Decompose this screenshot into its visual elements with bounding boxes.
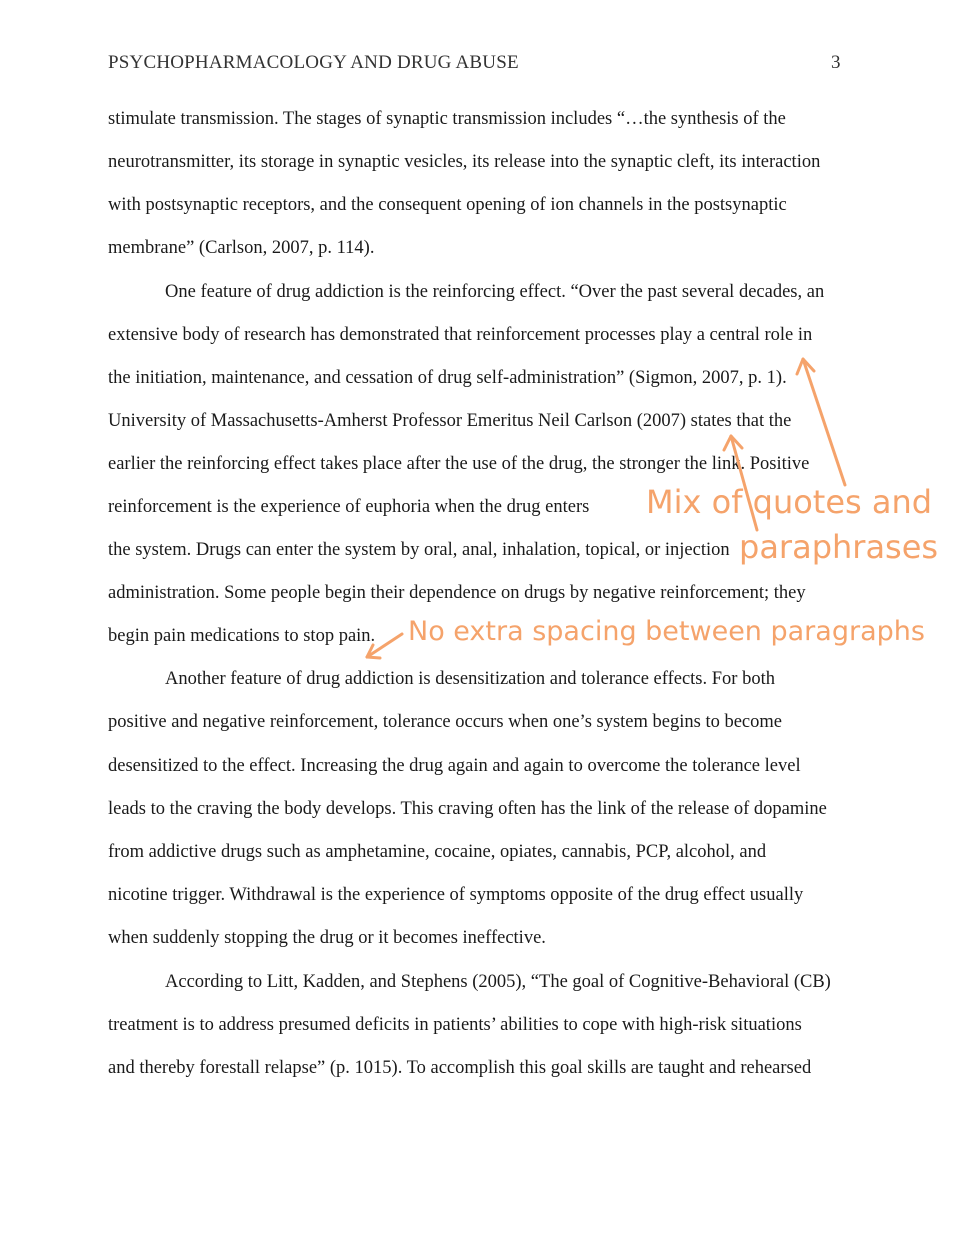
body-line: from addictive drugs such as amphetamine, cocaine, opiates, cannabis, PCP, alcohol, and <box>108 842 767 862</box>
body-line: begin pain medications to stop pain. <box>108 626 376 646</box>
body-line: earlier the reinforcing effect takes place after the use of the drug, the stronger the link. Positive <box>108 454 810 474</box>
body-line: reinforcement is the experience of euphoria when the drug enters <box>108 497 590 517</box>
body-line: when suddenly stopping the drug or it becomes ineffective. <box>108 928 546 948</box>
body-line: University of Massachusetts-Amherst Professor Emeritus Neil Carlson (2007) states that the <box>108 411 792 431</box>
body-line: the system. Drugs can enter the system by oral, anal, inhalation, topical, or injection <box>108 540 730 560</box>
body-line: nicotine trigger. Withdrawal is the experience of symptoms opposite of the drug effect usually <box>108 885 804 905</box>
annotation-quotes-line1: Mix of quotes and <box>646 483 933 521</box>
body-line: leads to the craving the body develops. This craving often has the link of the release of dopamine <box>108 799 827 819</box>
body-line: extensive body of research has demonstrated that reinforcement processes play a central role in <box>108 325 813 345</box>
body-line: the initiation, maintenance, and cessation of drug self-administration” (Sigmon, 2007, p. 1). <box>108 368 787 388</box>
quotes-arrow-upper <box>803 359 845 485</box>
body-line: desensitized to the effect. Increasing the drug again and again to overcome the tolerance level <box>108 756 801 776</box>
annotation-quotes-line2: paraphrases <box>739 528 939 566</box>
annotation-spacing: No extra spacing between paragraphs <box>408 616 925 647</box>
body-line: neurotransmitter, its storage in synaptic vesicles, its release into the synaptic cleft, its interaction <box>108 152 821 172</box>
body-line: with postsynaptic receptors, and the consequent opening of ion channels in the postsynaptic <box>108 195 787 215</box>
page-number: 3 <box>831 52 841 73</box>
paragraph-first-line: Another feature of drug addiction is desensitization and tolerance effects. For both <box>165 669 775 689</box>
body-line: administration. Some people begin their dependence on drugs by negative reinforcement; they <box>108 583 806 603</box>
body-line: treatment is to address presumed deficits in patients’ abilities to cope with high-risk situations <box>108 1015 802 1035</box>
paragraph-first-line: One feature of drug addiction is the reinforcing effect. “Over the past several decades, an <box>165 282 825 302</box>
body-line: positive and negative reinforcement, tolerance occurs when one’s system begins to become <box>108 712 782 732</box>
body-line: stimulate transmission. The stages of synaptic transmission includes “…the synthesis of the <box>108 109 786 129</box>
running-head: PSYCHOPHARMACOLOGY AND DRUG ABUSE <box>108 52 519 73</box>
paragraph-first-line: According to Litt, Kadden, and Stephens (2005), “The goal of Cognitive-Behavioral (CB) <box>165 972 831 992</box>
body-line: and thereby forestall relapse” (p. 1015). To accomplish this goal skills are taught and rehearsed <box>108 1058 812 1078</box>
body-line: membrane” (Carlson, 2007, p. 114). <box>108 238 375 258</box>
